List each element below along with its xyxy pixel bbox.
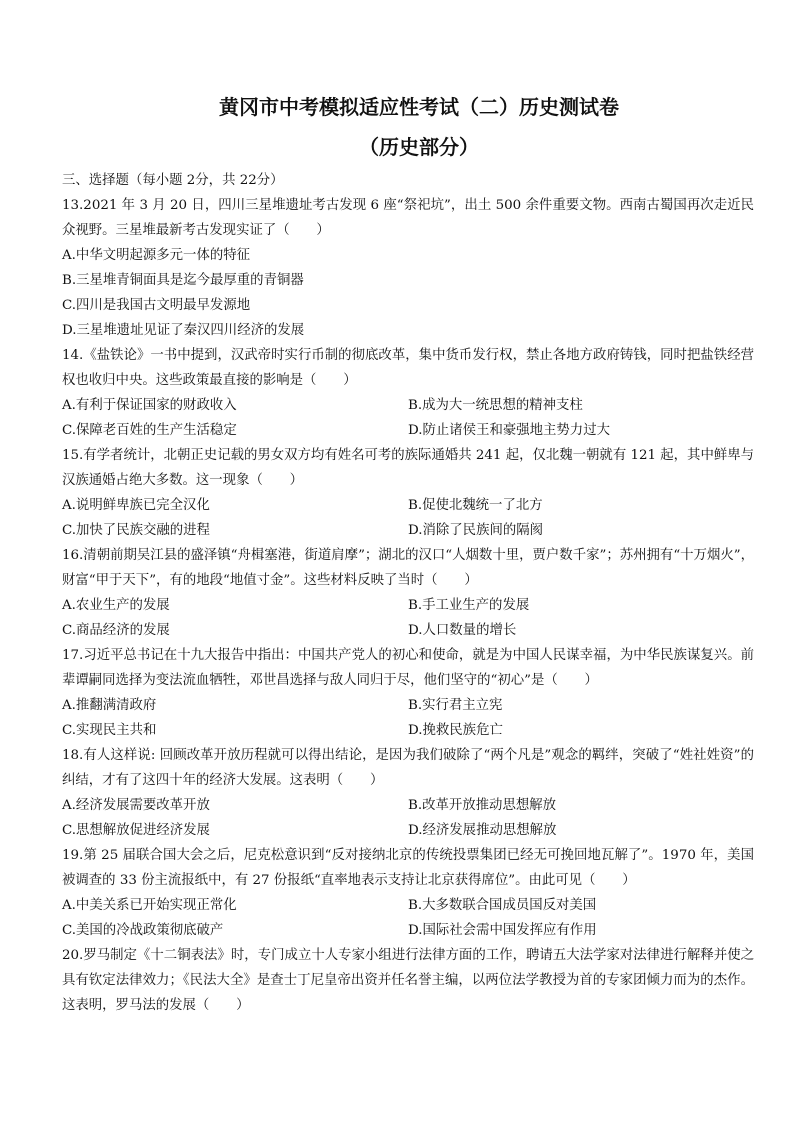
question-stem: 19.第 25 届联合国大会之后，尼克松意识到“反对接纳北京的传统投票集团已经无可挽回地瓦解了”。1970 年，美国被调查的 33 份主流报纸中，有 27 份报纸“直率地表示支持让北京获得席位”。由此可见（ ）	[62, 848, 754, 888]
question-list	[62, 193, 754, 1018]
option-list	[62, 393, 754, 443]
exam-title: 黄冈市中考模拟适应性考试（二）历史测试卷	[219, 95, 619, 119]
question-stem: 14.《盐铁论》一书中提到，汉武帝时实行币制的彻底改革，集中货币发行权，禁止各地方政府铸钱，同时把盐铁经营权也收归中央。这些政策最直接的影响是（ ）	[62, 348, 754, 388]
option-c[interactable]: C.美国的冷战政策彻底破产	[62, 923, 224, 938]
option-list	[62, 693, 754, 743]
option-d[interactable]: D.人口数量的增长	[408, 623, 517, 638]
question-13	[62, 193, 754, 343]
question-stem: 16.清朝前期吴江县的盛泽镇“舟楫塞港，街道肩摩”；湖北的汉口“人烟数十里，贾户数千家”；苏州拥有“十万烟火”，财富“甲于天下”，有的地段“地值寸金”。这些材料反映了当时（ ）	[62, 548, 754, 588]
option-c[interactable]: C.保障老百姓的生产生活稳定	[62, 423, 237, 438]
option-d[interactable]: D.防止诸侯王和豪强地主势力过大	[408, 423, 610, 438]
option-d[interactable]: D.挽救民族危亡	[408, 723, 503, 738]
option-c[interactable]: C.四川是我国古文明最早发源地	[62, 298, 251, 313]
option-b[interactable]: B.三星堆青铜面具是迄今最厚重的青铜器	[62, 273, 304, 288]
question-15	[62, 443, 754, 543]
question-19	[62, 843, 754, 943]
option-b[interactable]: B.成为大一统思想的精神支柱	[408, 398, 583, 413]
question-stem: 13.2021 年 3 月 20 日，四川三星堆遗址考古发现 6 座“祭祀坑”，出土 500 余件重要文物。西南古蜀国再次走近民众视野。三星堆最新考古发现实证了（ ）	[62, 198, 754, 238]
option-d[interactable]: D.国际社会需中国发挥应有作用	[408, 923, 597, 938]
option-list	[62, 593, 754, 643]
option-a[interactable]: A.农业生产的发展	[62, 598, 170, 613]
option-list	[62, 893, 754, 943]
option-c[interactable]: C.实现民主共和	[62, 723, 157, 738]
question-14	[62, 343, 754, 443]
section-heading: 三、选择题（每小题 2分，共 22分）	[62, 173, 284, 188]
option-d[interactable]: D.经济发展推动思想解放	[408, 823, 557, 838]
option-list	[62, 243, 754, 343]
option-d[interactable]: D.消除了民族间的隔阂	[408, 523, 544, 538]
question-16	[62, 543, 754, 643]
option-c[interactable]: C.思想解放促进经济发展	[62, 823, 210, 838]
question-stem: 18.有人这样说: 回顾改革开放历程就可以得出结论，是因为我们破除了“两个凡是”观念的羁绊，突破了“姓社姓资”的纠结，才有了这四十年的经济大发展。这表明（ ）	[62, 748, 754, 788]
question-18	[62, 743, 754, 843]
question-stem: 20.罗马制定《十二铜表法》时，专门成立十人专家小组进行法律方面的工作，聘请五大法学家对法律进行解释并使之具有钦定法律效力；《民法大全》是查士丁尼皇帝出资并任名誉主编，以两位法学教授为首的专家团倾力而为的杰作。这表明，罗马法的发展（ ）	[62, 948, 754, 1013]
option-a[interactable]: A.推翻满清政府	[62, 698, 157, 713]
question-stem: 17.习近平总书记在十九大报告中指出：中国共产党人的初心和使命，就是为中国人民谋幸福，为中华民族谋复兴。前辈谭嗣同选择为变法流血牺牲，邓世昌选择与敌人同归于尽，他们坚守的“初心”是（ ）	[62, 648, 754, 688]
option-c[interactable]: C.商品经济的发展	[62, 623, 170, 638]
option-a[interactable]: A.有利于保证国家的财政收入	[62, 398, 237, 413]
question-stem: 15.有学者统计，北朝正史记载的男女双方均有姓名可考的族际通婚共 241 起，仅北魏一朝就有 121 起，其中鲜卑与汉族通婚占绝大多数。这一现象（ ）	[62, 448, 755, 488]
option-c[interactable]: C.加快了民族交融的进程	[62, 523, 210, 538]
option-a[interactable]: A.说明鲜卑族已完全汉化	[62, 498, 210, 513]
option-a[interactable]: A.中华文明起源多元一体的特征	[62, 248, 251, 263]
option-a[interactable]: A.中美关系已开始实现正常化	[62, 898, 237, 913]
option-d[interactable]: D.三星堆遗址见证了秦汉四川经济的发展	[62, 323, 305, 338]
option-b[interactable]: B.实行君主立宪	[408, 698, 503, 713]
option-b[interactable]: B.手工业生产的发展	[408, 598, 530, 613]
option-a[interactable]: A.经济发展需要改革开放	[62, 798, 210, 813]
option-list	[62, 793, 754, 843]
option-list	[62, 493, 754, 543]
option-b[interactable]: B.大多数联合国成员国反对美国	[408, 898, 597, 913]
question-17	[62, 643, 754, 743]
option-b[interactable]: B.促使北魏统一了北方	[408, 498, 543, 513]
question-20	[62, 943, 754, 1018]
option-b[interactable]: B.改革开放推动思想解放	[408, 798, 557, 813]
exam-subtitle: （历史部分）	[359, 135, 479, 159]
